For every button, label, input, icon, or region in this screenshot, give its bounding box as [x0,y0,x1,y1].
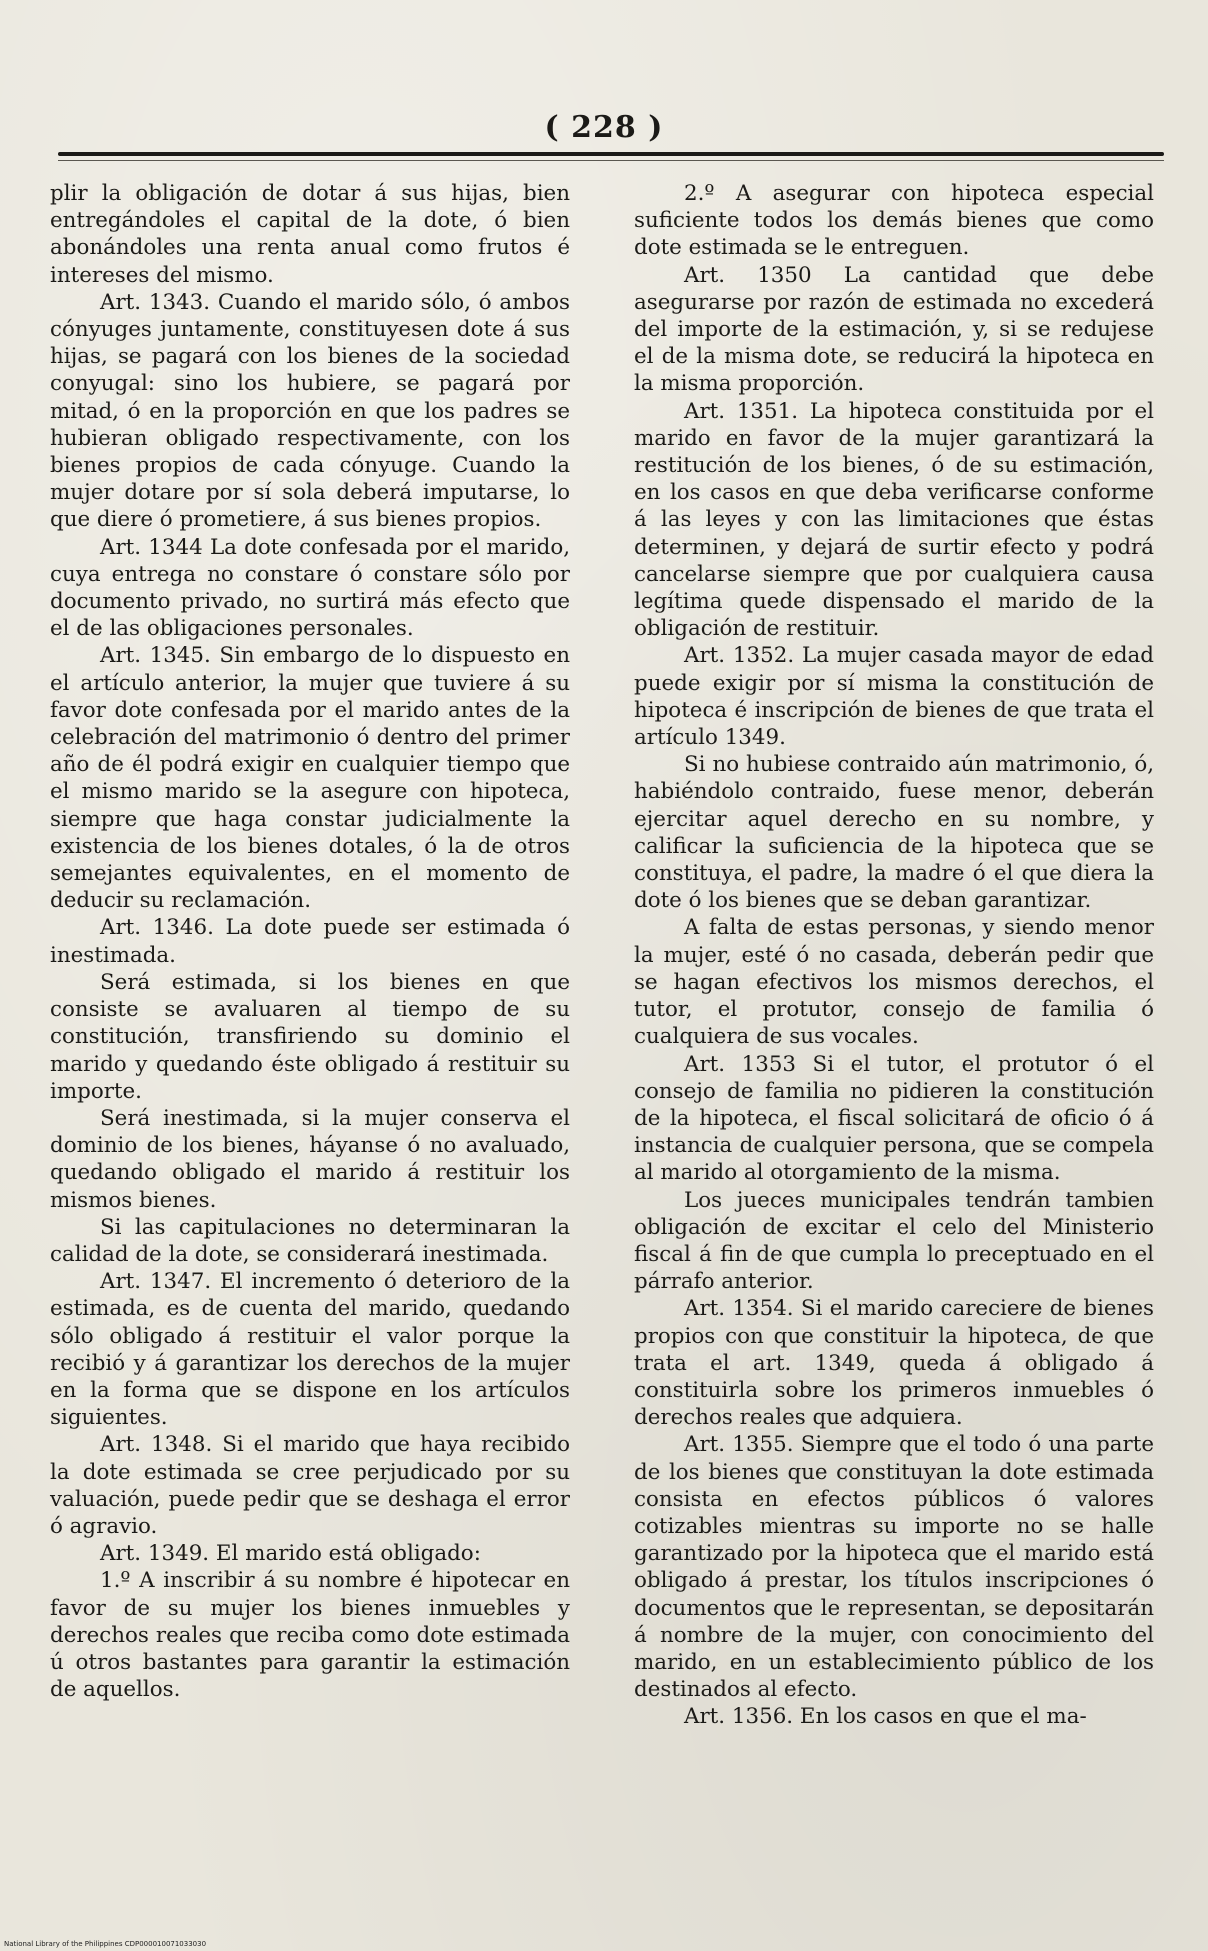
paragraph: Si las capitulaciones no determinaran la calidad de la dote, se considerará inestimada. [50,1214,570,1267]
paragraph: plir la obligación de dotar á sus hijas, bien entregándoles el capital de la dote, ó bien abonándoles una renta anual como frutos é intereses del mismo. [50,181,570,288]
paragraph: Art. 1353 Si el tutor, el protutor ó el consejo de familia no pidieren la constitución de la hipoteca, el fiscal solicitará de oficio ó á instancia de cualquier persona, que se compela al marido al otorgamiento de la misma. [634,1051,1154,1186]
paragraph: Si no hubiese contraido aún matrimonio, ó, habiéndolo contraido, fuese menor, deberán ejercitar aquel derecho en su nombre, y calificar la suficiencia de la hipoteca que se constituya, el padre, la madre ó el que diera la dote ó los bienes que se deban garantizar. [634,752,1154,914]
paragraph: A falta de estas personas, y siendo menor la mujer, esté ó no casada, deberán pedir que se hagan efectivos los mismos derechos, el tutor, el protutor, consejo de familia ó cualquiera de sus vocales. [634,915,1154,1050]
paragraph: Art. 1343. Cuando el marido sólo, ó ambos cónyuges juntamente, constituyesen dote á sus hijas, se pagará con los bienes de la sociedad conyugal: sino los hubiere, se pagará por mitad, ó en la proporción en que los padres se hubieran obligado respectivamente, con los bienes propios de cada cónyuge. Cuando la mujer dotare por sí sola deberá imputarse, lo que diere ó prometiere, á sus bienes propios. [50,289,570,533]
left-column [50,180,570,1703]
paragraph: Art. 1351. La hipoteca constituida por el marido en favor de la mujer garantizará la restitución de los bienes, ó de su estimación, en los casos en que deba verificarse conforme á las leyes y con las limitaciones que éstas determinen, y dejará de surtir efecto y podrá cancelarse siempre que por cualquiera causa legítima quede dispensado el marido de la obligación de restituir. [634,398,1154,642]
paragraph: Art. 1354. Si el marido careciere de bienes propios con que constituir la hipoteca, de que trata el art. 1349, queda á obligado á constituirla sobre los primeros inmuebles ó derechos reales que adquiera. [634,1296,1154,1431]
page-number: ( 228 ) [544,110,664,145]
paragraph: Art. 1355. Siempre que el todo ó una parte de los bienes que constituyan la dote estimada consista en efectos públicos ó valores cotizables mientras su importe no se halle garantizado por la hipoteca que el marido está obligado á prestar, los títulos inscripciones ó documentos que le representan, se depositarán á nombre de la mujer, con conocimiento del marido, en un establecimiento público de los destinados al efecto. [634,1432,1154,1703]
paragraph: Art. 1345. Sin embargo de lo dispuesto en el artículo anterior, la mujer que tuviere á su favor dote confesada por el marido antes de la celebración del matrimonio ó dentro del primer año de él podrá exigir en cualquier tiempo que el mismo marido se la asegure con hipoteca, siempre que haga constar judicialmente la existencia de los bienes dotales, ó la de otros semejantes equivalentes, en el momento de deducir su reclamación. [50,643,570,914]
paragraph: Será inestimada, si la mujer conserva el dominio de los bienes, háyanse ó no avaluado, quedando obligado el marido á restituir los mismos bienes. [50,1105,570,1213]
paragraph: Art. 1356. En los casos en que el ma- [684,1704,1087,1730]
paragraph: Art. 1352. La mujer casada mayor de edad puede exigir por sí misma la constitución de hipoteca é inscripción de bienes de que trata el artículo 1349. [634,643,1154,751]
paragraph: Art. 1347. El incremento ó deterioro de la estimada, es de cuenta del marido, quedando sólo obligado á restituir el valor porque la recibió y á garantizar los derechos de la mujer en la forma que se dispone en los artículos siguientes. [50,1269,570,1431]
paragraph: Art. 1348. Si el marido que haya recibido la dote estimada se cree perjudicado por su valuación, puede pedir que se deshaga el error ó agravio. [50,1432,570,1539]
paragraph: Art. 1346. La dote puede ser estimada ó inestimada. [50,915,570,968]
header-rule [58,152,1164,156]
paragraph: Será estimada, si los bienes en que consiste se avaluaren al tiempo de su constitución, transfiriendo su dominio el marido y quedando éste obligado á restituir su importe. [50,969,570,1104]
paragraph: Art. 1349. El marido está obligado: [100,1541,481,1567]
footer-credit: National Library of the Philippines CDP000010071033030 [4,1940,207,1948]
right-column [634,180,1154,1731]
header-rule-thin [58,160,1164,161]
paragraph: Art. 1350 La cantidad que debe asegurarse por razón de estimada no excederá del importe de la estimación, y, si se redujese el de la misma dote, se reducirá la hipoteca en la misma proporción. [634,262,1154,397]
paragraph: Art. 1344 La dote confesada por el marido, cuya entrega no constare ó constare sólo por documento privado, no surtirá más efecto que el de las obligaciones personales. [50,534,570,642]
paragraph: 1.º A inscribir á su nombre é hipotecar en favor de su mujer los bienes inmuebles y derechos reales que reciba como dote estimada ú otros bastantes para garantir la estimación de aquellos. [50,1568,570,1703]
paragraph: 2.º A asegurar con hipoteca especial suficiente todos los demás bienes que como dote estimada se le entreguen. [634,181,1154,261]
paragraph: Los jueces municipales tendrán tambien obligación de excitar el celo del Ministerio fiscal á fin de que cumpla lo preceptuado en el párrafo anterior. [634,1187,1154,1295]
